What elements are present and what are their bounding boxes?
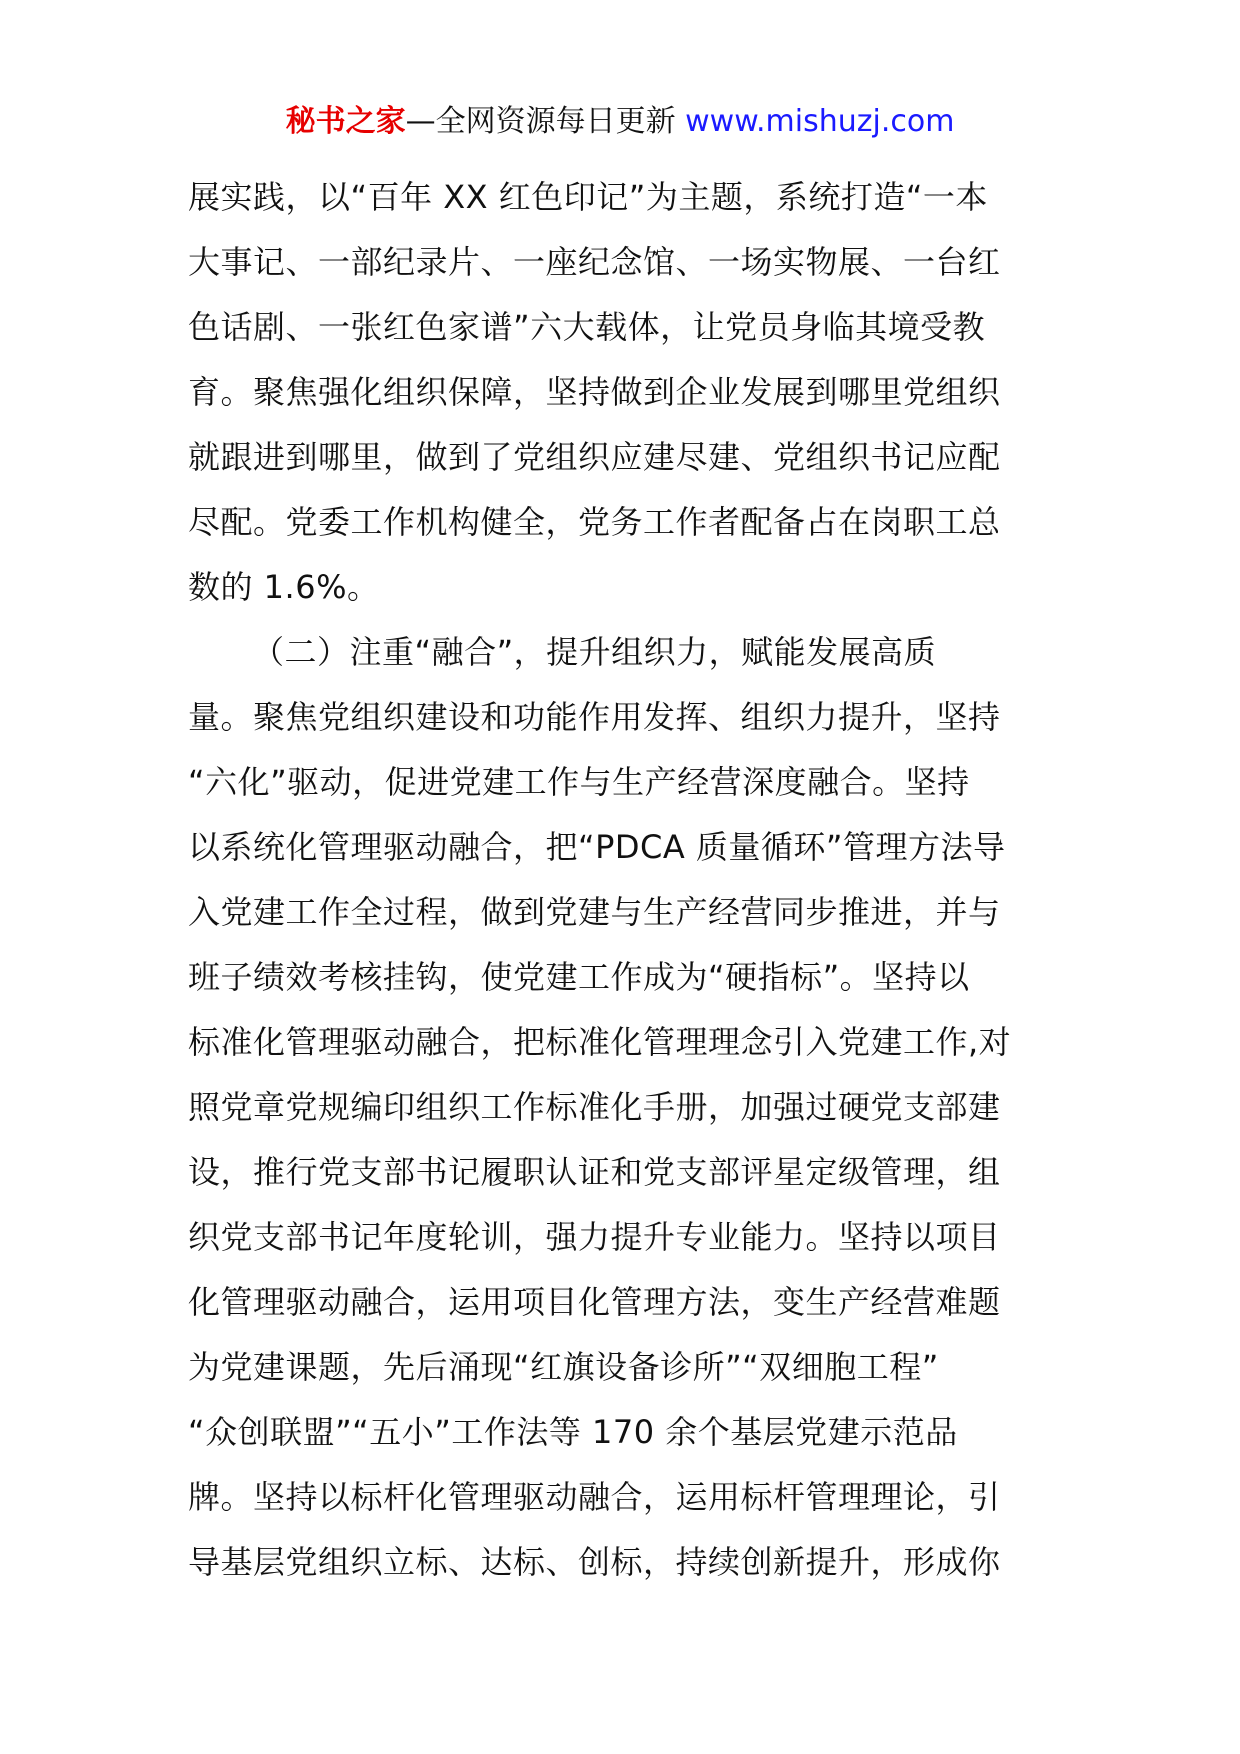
text-line: 化管理驱动融合，运用项目化管理方法，变生产经营难题	[188, 1283, 1001, 1321]
text-line: 导基层党组织立标、达标、创标，持续创新提升，形成你	[188, 1543, 1001, 1581]
text-line: 量。聚焦党组织建设和功能作用发挥、组织力提升，坚持	[188, 698, 1001, 736]
text-line: 以系统化管理驱动融合，把“PDCA 质量循环”管理方法导	[188, 828, 1006, 866]
text-line: 色话剧、一张红色家谱”六大载体，让党员身临其境受教	[188, 308, 986, 346]
section-heading-line: （二）注重“融合”，提升组织力，赋能发展高质	[252, 633, 937, 671]
text-line: 尽配。党委工作机构健全，党务工作者配备占在岗职工总	[188, 503, 1001, 541]
text-line: 班子绩效考核挂钩，使党建工作成为“硬指标”。坚持以	[188, 958, 970, 996]
header-brand: 秘书之家	[285, 104, 406, 139]
text-line: “众创联盟”“五小”工作法等 170 余个基层党建示范品	[188, 1413, 958, 1451]
text-line: 数的 1.6%。	[188, 568, 380, 606]
text-line: “六化”驱动，促进党建工作与生产经营深度融合。坚持	[188, 763, 970, 801]
text-line: 牌。坚持以标杆化管理驱动融合，运用标杆管理理论，引	[188, 1478, 1001, 1516]
document-body	[188, 165, 1068, 1595]
text-line: 设，推行党支部书记履职认证和党支部评星定级管理，组	[188, 1153, 1001, 1191]
text-line: 为党建课题，先后涌现“红旗设备诊所”“双细胞工程”	[188, 1348, 939, 1386]
text-line: 就跟进到哪里，做到了党组织应建尽建、党组织书记应配	[188, 438, 1001, 476]
text-line: 展实践，以“百年 XX 红色印记”为主题，系统打造“一本	[188, 178, 988, 216]
page-header	[0, 100, 1240, 144]
header-site-link[interactable]: www.mishuzj.com	[685, 104, 955, 139]
text-line: 大事记、一部纪录片、一座纪念馆、一场实物展、一台红	[188, 243, 1001, 281]
text-line: 标准化管理驱动融合，把标准化管理理念引入党建工作,对	[188, 1023, 1012, 1061]
text-line: 入党建工作全过程，做到党建与生产经营同步推进，并与	[188, 893, 1001, 931]
header-tagline: —全网资源每日更新	[405, 104, 686, 139]
text-line: 照党章党规编印组织工作标准化手册，加强过硬党支部建	[188, 1088, 1001, 1126]
text-line: 织党支部书记年度轮训，强力提升专业能力。坚持以项目	[188, 1218, 1001, 1256]
text-line: 育。聚焦强化组织保障，坚持做到企业发展到哪里党组织	[188, 373, 1001, 411]
